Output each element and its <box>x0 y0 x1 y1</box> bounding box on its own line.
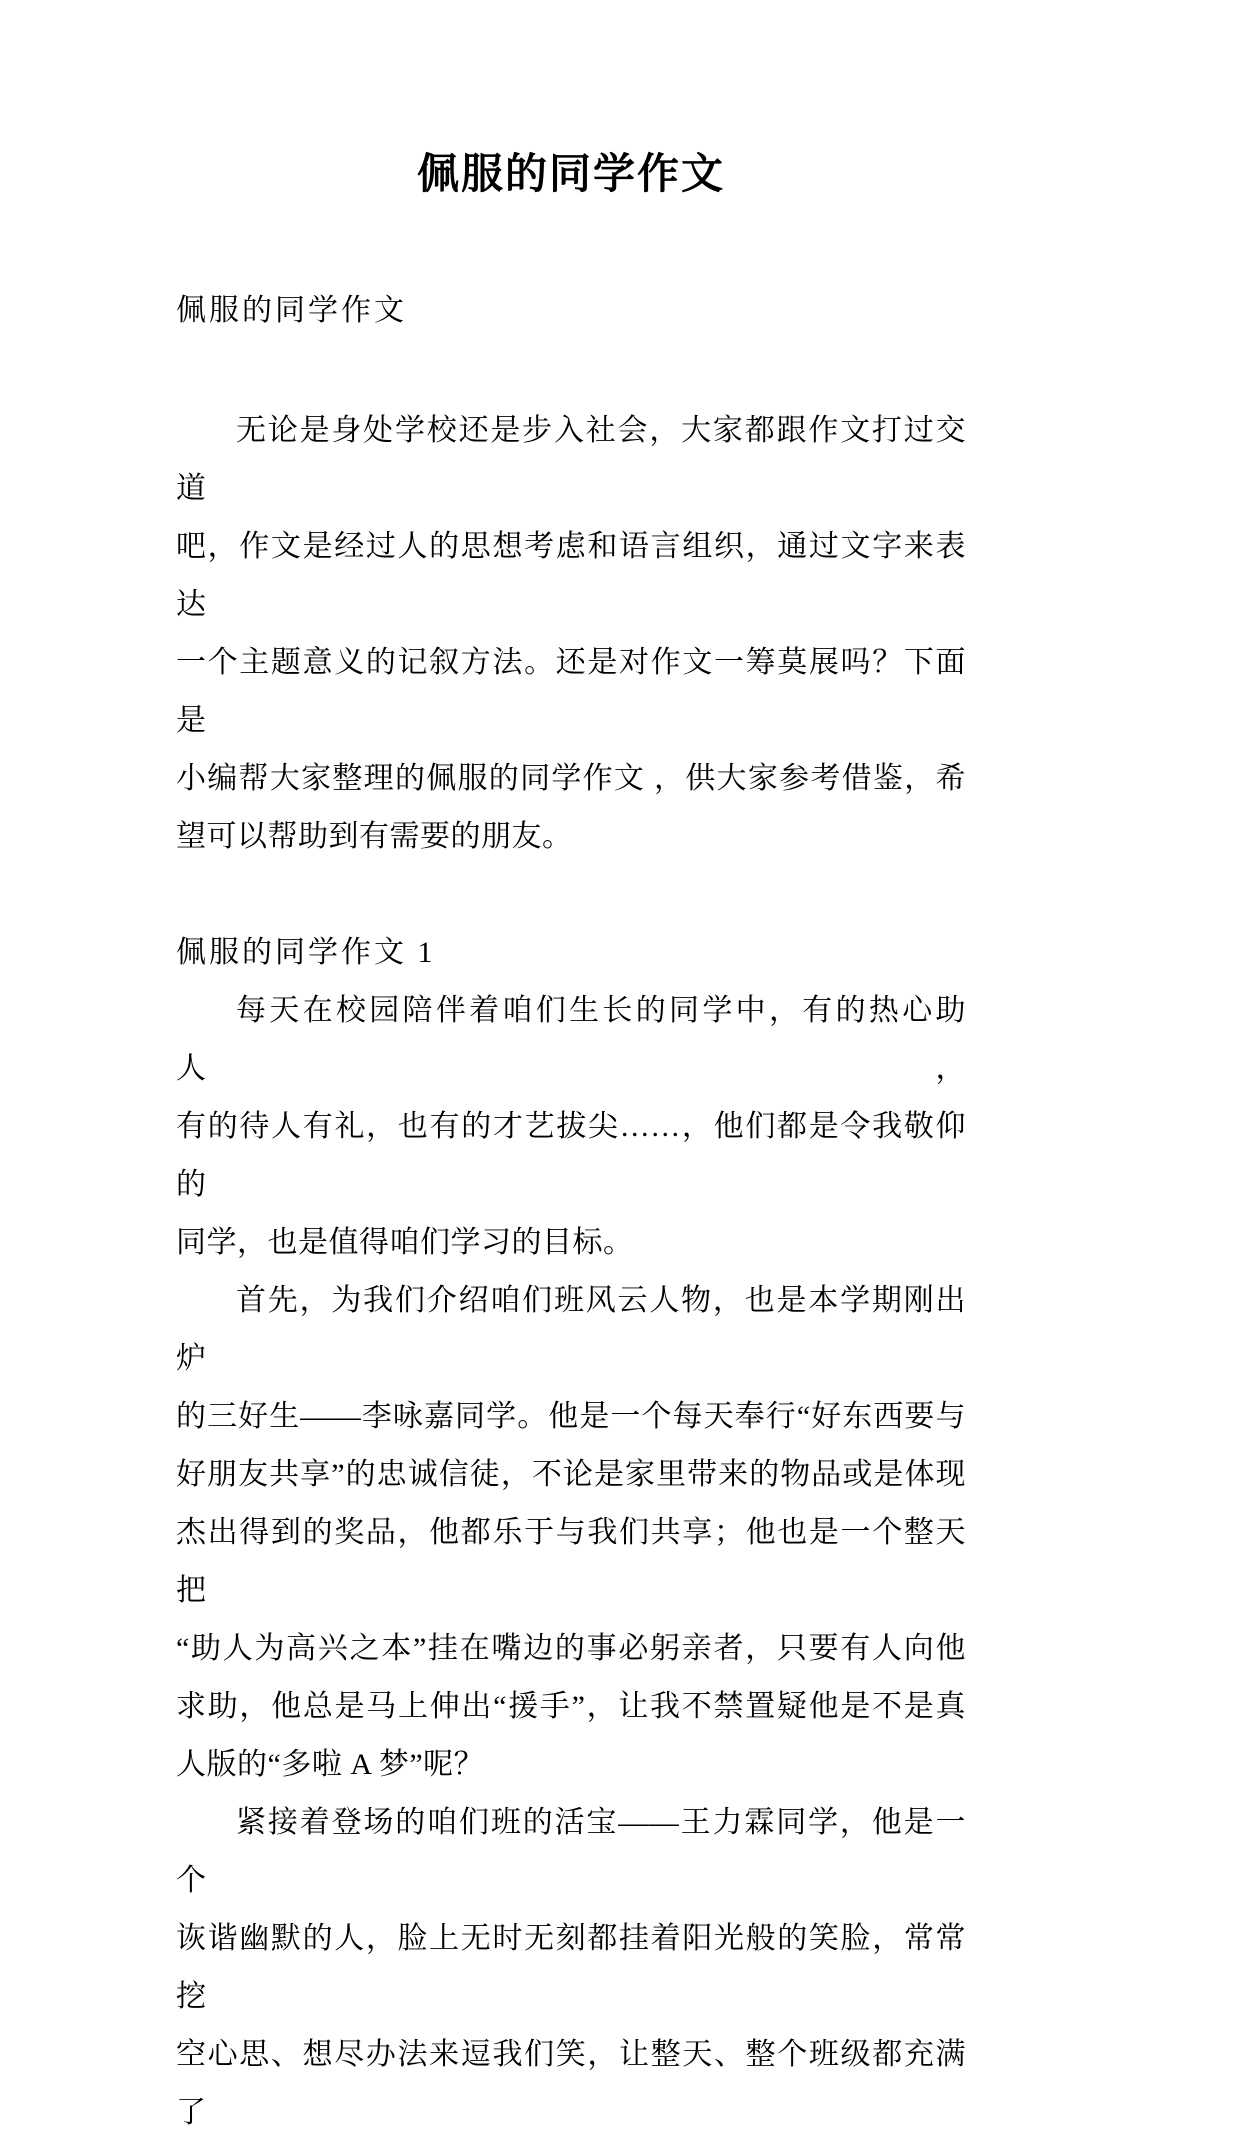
text-line: 有的待人有礼，也有的才艺拔尖……，他们都是令我敬仰的 <box>176 1110 966 1201</box>
essay-paragraph-2 <box>176 1272 966 1794</box>
text-line: 一个主题意义的记叙方法。还是对作文一筹莫展吗？下面是 <box>176 646 966 737</box>
document-content <box>176 0 966 2142</box>
text-line: 诙谐幽默的人，脸上无时无刻都挂着阳光般的笑脸，常常挖 <box>176 1922 966 2013</box>
text-line: 求助，他总是马上伸出“援手”，让我不禁置疑他是不是真 <box>176 1690 966 1723</box>
text-line: 的三好生——李咏嘉同学。他是一个每天奉行“好东西要与 <box>176 1400 966 1433</box>
essay-paragraph-1 <box>176 982 966 1272</box>
text-line: 每天在校园陪伴着咱们生长的同学中，有的热心助人， <box>176 994 966 1085</box>
text-line: “助人为高兴之本”挂在嘴边的事必躬亲者，只要有人向他 <box>176 1632 966 1665</box>
text-line: 空心思、想尽办法来逗我们笑，让整天、整个班级都充满了 <box>176 2038 966 2129</box>
document-subtitle: 佩服的同学作文 <box>176 294 407 327</box>
text-line: 好朋友共享”的忠诚信徒，不论是家里带来的物品或是体现 <box>176 1458 966 1491</box>
essay-section-heading: 佩服的同学作文 1 <box>176 936 436 969</box>
intro-paragraph <box>176 402 966 866</box>
text-line: 望可以帮助到有需要的朋友。 <box>176 820 573 853</box>
document-title: 佩服的同学作文 <box>416 152 725 198</box>
text-line: 人版的“多啦 A 梦”呢？ <box>176 1748 485 1781</box>
text-line: 同学，也是值得咱们学习的目标。 <box>176 1226 634 1259</box>
text-line: 紧接着登场的咱们班的活宝——王力霖同学，他是一个 <box>176 1806 966 1897</box>
text-line: 吧，作文是经过人的思想考虑和语言组织，通过文字来表达 <box>176 530 966 621</box>
text-line: 小编帮大家整理的佩服的同学作文 ，供大家参考借鉴，希 <box>176 762 966 795</box>
text-line: 杰出得到的奖品，他都乐于与我们共享；他也是一个整天把 <box>176 1516 966 1607</box>
essay-paragraph-3 <box>176 1794 966 2142</box>
text-line: 首先，为我们介绍咱们班风云人物，也是本学期刚出炉 <box>176 1284 966 1375</box>
text-line: 无论是身处学校还是步入社会，大家都跟作文打过交道 <box>176 414 966 505</box>
